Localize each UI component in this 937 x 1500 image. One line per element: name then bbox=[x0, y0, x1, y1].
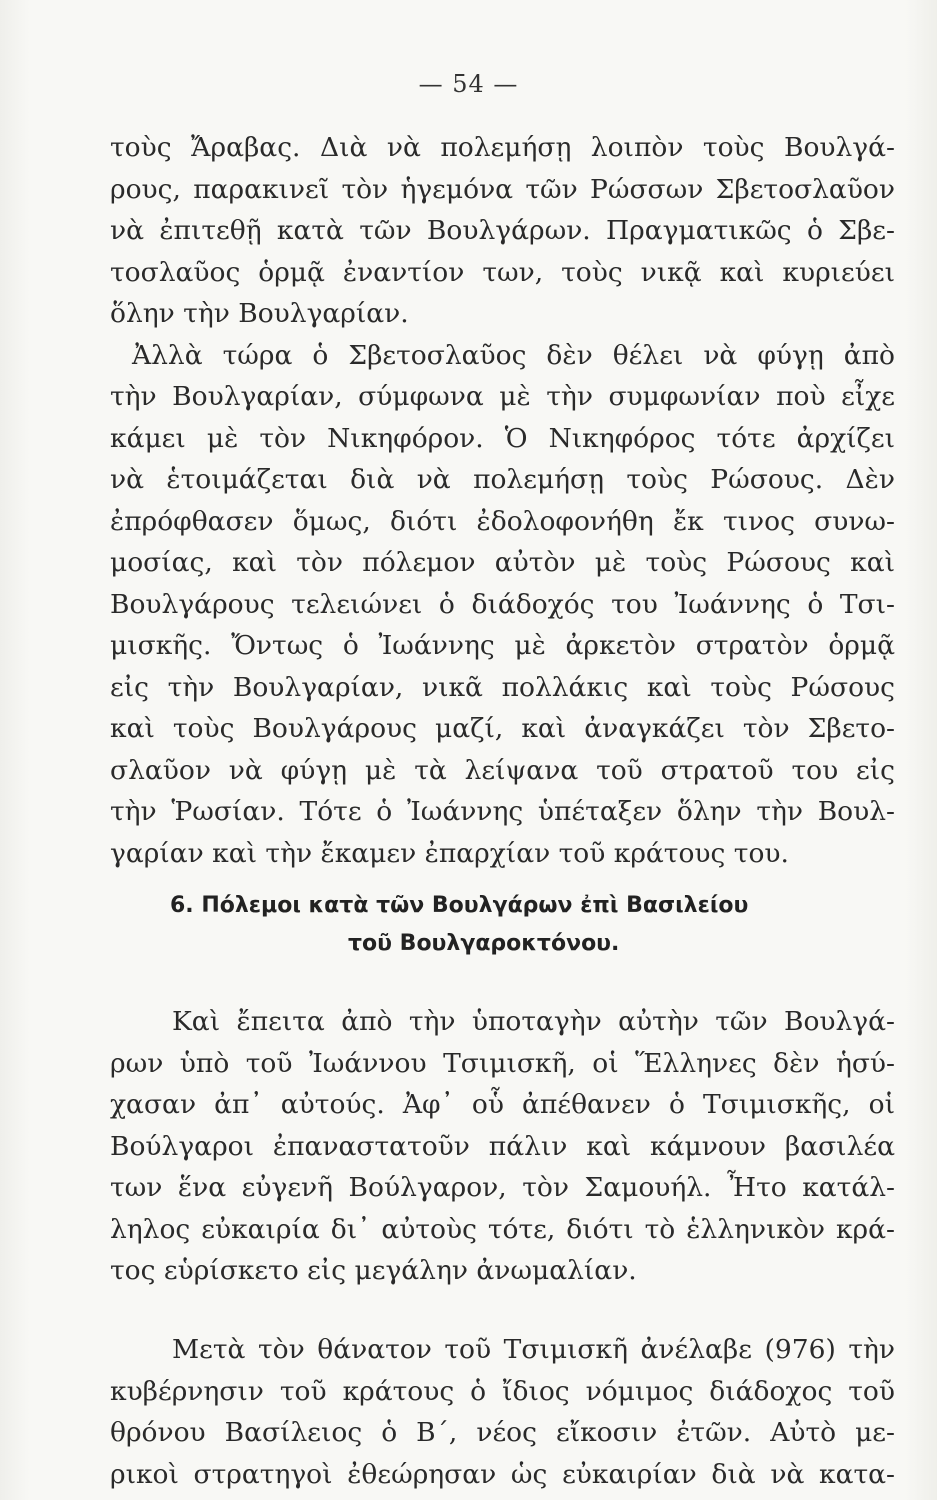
text-line: κάμει μὲ τὸν Νικηφόρον. Ὁ Νικηφόρος τότε ἀρχίζει bbox=[110, 422, 895, 454]
text-line: ὅλην τὴν Βουλγαρίαν. bbox=[110, 298, 409, 329]
text-line: ρικοὶ στρατηγοὶ ἐθεώρησαν ὡς εὐκαιρίαν διὰ νὰ κατα- bbox=[110, 1458, 895, 1490]
text-line: νὰ ἐπιτεθῇ κατὰ τῶν Βουλγάρων. Πραγματικῶς ὁ Σβε- bbox=[110, 215, 895, 246]
text-line: Ἀλλὰ τώρα ὁ Σβετοσλαῦος δὲν θέλει νὰ φύγῃ ἀπὸ bbox=[132, 339, 895, 371]
paragraph-3 bbox=[110, 1329, 895, 1495]
text-line: Καὶ ἔπειτα ἀπὸ τὴν ὑποταγὴν αὐτὴν τῶν Βουλγά- bbox=[172, 1006, 895, 1037]
text-line: τὴν Ῥωσίαν. Τότε ὁ Ἰωάννης ὑπέταξεν ὅλην τὴν Βουλ- bbox=[110, 796, 895, 827]
text-line: τοὺς Ἄραβας. Διὰ νὰ πολεμήσῃ λοιπὸν τοὺς Βουλγά- bbox=[110, 132, 895, 163]
text-line: καὶ τοὺς Βουλγάρους μαζί, καὶ ἀναγκάζει τὸν Σβετο- bbox=[110, 713, 895, 744]
section-heading-line-1: 6. Πόλεμοι κατὰ τῶν Βουλγάρων ἐπὶ Βασιλείου bbox=[170, 893, 749, 918]
section-heading bbox=[150, 893, 870, 973]
section-heading-line-2: τοῦ Βουλγαροκτόνου. bbox=[348, 931, 620, 956]
text-line: Βουλγάρους τελειώνει ὁ διάδοχός του Ἰωάννης ὁ Τσι- bbox=[110, 588, 895, 620]
text-line: σλαῦον νὰ φύγῃ μὲ τὰ λείψανα τοῦ στρατοῦ του εἰς bbox=[110, 754, 895, 786]
text-line: ληλος εὐκαιρία δι᾽ αὐτοὺς τότε, διότι τὸ ἑλληνικὸν κρά- bbox=[110, 1213, 895, 1245]
text-line: ρους, παρακινεῖ τὸν ἡγεμόνα τῶν Ρώσσων Σβετοσλαῦον bbox=[110, 173, 895, 205]
text-line: τοσλαῦος ὁρμᾷ ἐναντίον των, τοὺς νικᾷ καὶ κυριεύει bbox=[110, 256, 895, 288]
paragraph-1 bbox=[110, 127, 895, 874]
text-line: μοσίας, καὶ τὸν πόλεμον αὐτὸν μὲ τοὺς Ρώσους καὶ bbox=[110, 547, 895, 578]
text-line: θρόνου Βασίλειος ὁ Β΄, νέος εἴκοσιν ἐτῶν. Αὐτὸ με- bbox=[110, 1417, 895, 1448]
text-line: γαρίαν καὶ τὴν ἔκαμεν ἐπαρχίαν τοῦ κράτους του. bbox=[110, 837, 789, 869]
text-line: τος εὑρίσκετο εἰς μεγάλην ἀνωμαλίαν. bbox=[110, 1255, 637, 1286]
text-line: νὰ ἑτοιμάζεται διὰ νὰ πολεμήσῃ τοὺς Ρώσους. Δὲν bbox=[110, 464, 895, 495]
text-line: χασαν ἀπ᾽ αὐτούς. Ἀφ᾽ οὗ ἀπέθανεν ὁ Τσιμισκῆς, οἱ bbox=[110, 1089, 895, 1120]
text-line: ρων ὑπὸ τοῦ Ἰωάννου Τσιμισκῆ, οἱ Ἕλληνες δὲν ἡσύ- bbox=[110, 1047, 895, 1079]
text-line: ἐπρόφθασεν ὅμως, διότι ἐδολοφονήθη ἔκ τινος συνω- bbox=[110, 505, 895, 537]
text-line: Βούλγαροι ἐπαναστατοῦν πάλιν καὶ κάμνουν βασιλέα bbox=[110, 1130, 895, 1162]
text-line: μισκῆς. Ὄντως ὁ Ἰωάννης μὲ ἀρκετὸν στρατὸν ὁρμᾷ bbox=[110, 630, 895, 661]
text-line: κυβέρνησιν τοῦ κράτους ὁ ἴδιος νόμιμος διάδοχος τοῦ bbox=[110, 1375, 895, 1407]
text-line: Μετὰ τὸν θάνατον τοῦ Τσιμισκῆ ἀνέλαβε (976) τὴν bbox=[172, 1334, 895, 1365]
text-line: εἰς τὴν Βουλγαρίαν, νικᾶ πολλάκις καὶ τοὺς Ρώσους bbox=[110, 671, 895, 703]
page-number: — 54 — bbox=[418, 70, 519, 98]
text-line: των ἕνα εὐγενῆ Βούλγαρον, τὸν Σαμουήλ. Ἦτο κατάλ- bbox=[110, 1172, 895, 1203]
paragraph-2 bbox=[110, 1001, 895, 1292]
text-line: τὴν Βουλγαρίαν, σύμφωνα μὲ τὴν συμφωνίαν ποὺ εἶχε bbox=[110, 381, 895, 412]
